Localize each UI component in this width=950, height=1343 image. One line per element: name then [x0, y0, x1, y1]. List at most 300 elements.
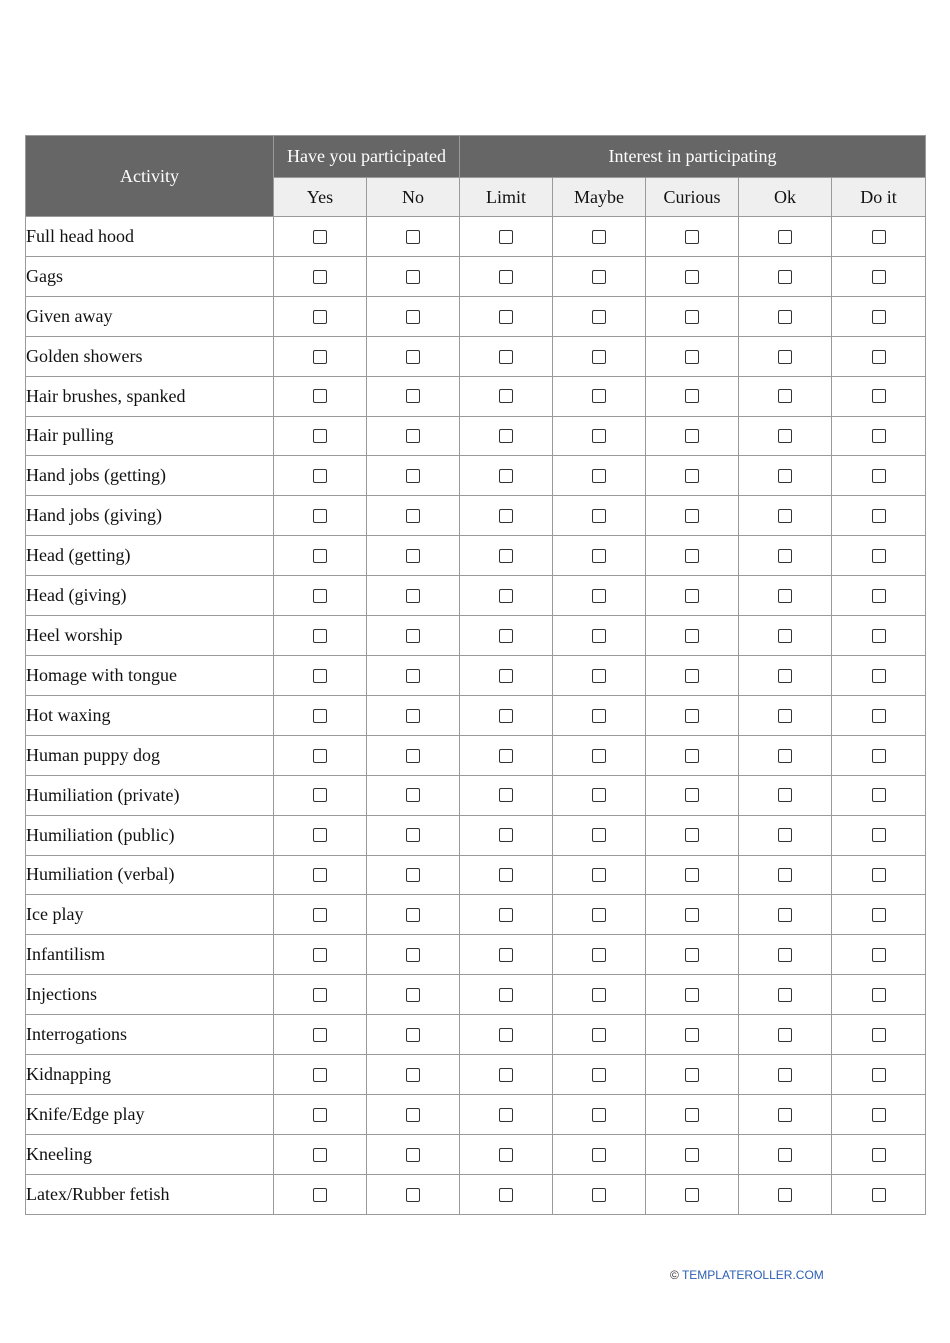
checkbox-maybe[interactable] — [592, 1108, 606, 1122]
activity-label: Ice play — [26, 895, 274, 935]
cell-limit — [460, 536, 553, 576]
cell-do-it — [832, 975, 926, 1015]
cell-limit — [460, 895, 553, 935]
checkbox-yes[interactable] — [313, 429, 327, 443]
cell-ok — [739, 1174, 832, 1214]
checkbox-ok[interactable] — [778, 868, 792, 882]
cell-ok — [739, 376, 832, 416]
checkbox-ok[interactable] — [778, 988, 792, 1002]
checkbox-no[interactable] — [406, 669, 420, 683]
checkbox-ok[interactable] — [778, 350, 792, 364]
table-row — [26, 496, 926, 536]
checkbox-do-it[interactable] — [872, 1108, 886, 1122]
column-header-do-it: Do it — [832, 178, 926, 217]
table-row — [26, 256, 926, 296]
checkbox-do-it[interactable] — [872, 948, 886, 962]
checkbox-do-it[interactable] — [872, 828, 886, 842]
checkbox-no[interactable] — [406, 509, 420, 523]
checkbox-maybe[interactable] — [592, 868, 606, 882]
cell-do-it — [832, 256, 926, 296]
cell-no — [367, 456, 460, 496]
checkbox-limit[interactable] — [499, 749, 513, 763]
checkbox-yes[interactable] — [313, 509, 327, 523]
checkbox-yes[interactable] — [313, 709, 327, 723]
checkbox-no[interactable] — [406, 788, 420, 802]
cell-ok — [739, 336, 832, 376]
checkbox-yes[interactable] — [313, 1028, 327, 1042]
checkbox-ok[interactable] — [778, 908, 792, 922]
checkbox-maybe[interactable] — [592, 988, 606, 1002]
checkbox-curious[interactable] — [685, 1148, 699, 1162]
checkbox-yes[interactable] — [313, 629, 327, 643]
checkbox-maybe[interactable] — [592, 509, 606, 523]
table-row — [26, 775, 926, 815]
checkbox-ok[interactable] — [778, 788, 792, 802]
checkbox-yes[interactable] — [313, 310, 327, 324]
checkbox-limit[interactable] — [499, 389, 513, 403]
checkbox-curious[interactable] — [685, 629, 699, 643]
checkbox-curious[interactable] — [685, 429, 699, 443]
checkbox-curious[interactable] — [685, 749, 699, 763]
checkbox-limit[interactable] — [499, 230, 513, 244]
checkbox-no[interactable] — [406, 389, 420, 403]
activity-label: Heel worship — [26, 616, 274, 656]
checkbox-maybe[interactable] — [592, 749, 606, 763]
cell-ok — [739, 616, 832, 656]
checkbox-limit[interactable] — [499, 469, 513, 483]
cell-do-it — [832, 775, 926, 815]
checkbox-ok[interactable] — [778, 230, 792, 244]
cell-limit — [460, 456, 553, 496]
activity-header: Activity — [26, 136, 274, 217]
cell-maybe — [553, 775, 646, 815]
checkbox-ok[interactable] — [778, 589, 792, 603]
checkbox-do-it[interactable] — [872, 230, 886, 244]
checkbox-curious[interactable] — [685, 948, 699, 962]
cell-do-it — [832, 576, 926, 616]
checkbox-no[interactable] — [406, 988, 420, 1002]
checkbox-do-it[interactable] — [872, 1188, 886, 1202]
checkbox-yes[interactable] — [313, 270, 327, 284]
table-row — [26, 1094, 926, 1134]
cell-limit — [460, 296, 553, 336]
checkbox-do-it[interactable] — [872, 749, 886, 763]
cell-ok — [739, 935, 832, 975]
checkbox-no[interactable] — [406, 549, 420, 563]
cell-limit — [460, 775, 553, 815]
activity-label: Kidnapping — [26, 1055, 274, 1095]
checkbox-ok[interactable] — [778, 270, 792, 284]
checkbox-limit[interactable] — [499, 1068, 513, 1082]
cell-maybe — [553, 256, 646, 296]
checkbox-do-it[interactable] — [872, 908, 886, 922]
checkbox-ok[interactable] — [778, 429, 792, 443]
checkbox-ok[interactable] — [778, 509, 792, 523]
checkbox-do-it[interactable] — [872, 549, 886, 563]
checkbox-curious[interactable] — [685, 669, 699, 683]
checkbox-maybe[interactable] — [592, 310, 606, 324]
checkbox-ok[interactable] — [778, 948, 792, 962]
cell-no — [367, 376, 460, 416]
checkbox-curious[interactable] — [685, 589, 699, 603]
checkbox-yes[interactable] — [313, 988, 327, 1002]
checkbox-yes[interactable] — [313, 868, 327, 882]
checkbox-no[interactable] — [406, 310, 420, 324]
checkbox-no[interactable] — [406, 709, 420, 723]
checkbox-do-it[interactable] — [872, 509, 886, 523]
cell-no — [367, 296, 460, 336]
checkbox-maybe[interactable] — [592, 908, 606, 922]
checkbox-curious[interactable] — [685, 1108, 699, 1122]
checkbox-curious[interactable] — [685, 788, 699, 802]
cell-limit — [460, 815, 553, 855]
cell-curious — [646, 536, 739, 576]
checkbox-do-it[interactable] — [872, 788, 886, 802]
checkbox-maybe[interactable] — [592, 629, 606, 643]
cell-curious — [646, 815, 739, 855]
cell-no — [367, 1174, 460, 1214]
table-row — [26, 536, 926, 576]
cell-no — [367, 256, 460, 296]
checkbox-do-it[interactable] — [872, 868, 886, 882]
checkbox-yes[interactable] — [313, 1188, 327, 1202]
cell-no — [367, 655, 460, 695]
checkbox-maybe[interactable] — [592, 230, 606, 244]
footer — [670, 1268, 824, 1282]
checkbox-no[interactable] — [406, 230, 420, 244]
cell-yes — [274, 217, 367, 257]
checkbox-limit[interactable] — [499, 948, 513, 962]
cell-ok — [739, 1055, 832, 1095]
cell-limit — [460, 695, 553, 735]
cell-do-it — [832, 496, 926, 536]
checkbox-yes[interactable] — [313, 788, 327, 802]
checkbox-maybe[interactable] — [592, 948, 606, 962]
checkbox-limit[interactable] — [499, 549, 513, 563]
checkbox-ok[interactable] — [778, 669, 792, 683]
cell-ok — [739, 815, 832, 855]
cell-yes — [274, 336, 367, 376]
checkbox-no[interactable] — [406, 1028, 420, 1042]
column-header-no: No — [367, 178, 460, 217]
table-row — [26, 895, 926, 935]
table-row — [26, 336, 926, 376]
interest-group-header: Interest in participating — [460, 136, 926, 178]
checkbox-no[interactable] — [406, 429, 420, 443]
checkbox-curious[interactable] — [685, 1028, 699, 1042]
checkbox-no[interactable] — [406, 908, 420, 922]
checkbox-do-it[interactable] — [872, 988, 886, 1002]
cell-ok — [739, 735, 832, 775]
checkbox-maybe[interactable] — [592, 350, 606, 364]
checkbox-limit[interactable] — [499, 988, 513, 1002]
activity-label: Homage with tongue — [26, 655, 274, 695]
cell-curious — [646, 217, 739, 257]
checkbox-curious[interactable] — [685, 828, 699, 842]
cell-limit — [460, 1015, 553, 1055]
checkbox-no[interactable] — [406, 1148, 420, 1162]
cell-do-it — [832, 935, 926, 975]
checkbox-no[interactable] — [406, 350, 420, 364]
checkbox-yes[interactable] — [313, 1148, 327, 1162]
checkbox-do-it[interactable] — [872, 1068, 886, 1082]
cell-maybe — [553, 296, 646, 336]
checkbox-do-it[interactable] — [872, 310, 886, 324]
activity-label: Knife/Edge play — [26, 1094, 274, 1134]
checkbox-limit[interactable] — [499, 589, 513, 603]
checkbox-do-it[interactable] — [872, 629, 886, 643]
cell-no — [367, 1015, 460, 1055]
checkbox-no[interactable] — [406, 1068, 420, 1082]
checkbox-ok[interactable] — [778, 1148, 792, 1162]
checkbox-maybe[interactable] — [592, 389, 606, 403]
checkbox-ok[interactable] — [778, 1188, 792, 1202]
cell-maybe — [553, 735, 646, 775]
cell-do-it — [832, 536, 926, 576]
checkbox-limit[interactable] — [499, 629, 513, 643]
checkbox-yes[interactable] — [313, 1108, 327, 1122]
checkbox-maybe[interactable] — [592, 549, 606, 563]
checkbox-limit[interactable] — [499, 509, 513, 523]
checkbox-maybe[interactable] — [592, 669, 606, 683]
cell-curious — [646, 855, 739, 895]
cell-do-it — [832, 855, 926, 895]
checkbox-no[interactable] — [406, 469, 420, 483]
cell-limit — [460, 975, 553, 1015]
cell-ok — [739, 456, 832, 496]
checkbox-yes[interactable] — [313, 1068, 327, 1082]
checkbox-maybe[interactable] — [592, 1188, 606, 1202]
checkbox-ok[interactable] — [778, 1108, 792, 1122]
cell-ok — [739, 496, 832, 536]
checkbox-curious[interactable] — [685, 908, 699, 922]
checkbox-no[interactable] — [406, 828, 420, 842]
checkbox-ok[interactable] — [778, 1068, 792, 1082]
checkbox-no[interactable] — [406, 629, 420, 643]
checkbox-do-it[interactable] — [872, 389, 886, 403]
activity-label: Head (getting) — [26, 536, 274, 576]
checkbox-curious[interactable] — [685, 988, 699, 1002]
column-header-yes: Yes — [274, 178, 367, 217]
checkbox-limit[interactable] — [499, 828, 513, 842]
checkbox-curious[interactable] — [685, 868, 699, 882]
checkbox-limit[interactable] — [499, 908, 513, 922]
checkbox-maybe[interactable] — [592, 828, 606, 842]
cell-do-it — [832, 1174, 926, 1214]
checkbox-limit[interactable] — [499, 1108, 513, 1122]
cell-do-it — [832, 456, 926, 496]
checkbox-curious[interactable] — [685, 230, 699, 244]
checkbox-ok[interactable] — [778, 709, 792, 723]
cell-limit — [460, 735, 553, 775]
cell-limit — [460, 1055, 553, 1095]
checkbox-yes[interactable] — [313, 948, 327, 962]
checkbox-yes[interactable] — [313, 469, 327, 483]
checkbox-yes[interactable] — [313, 828, 327, 842]
cell-do-it — [832, 695, 926, 735]
checkbox-no[interactable] — [406, 868, 420, 882]
cell-no — [367, 496, 460, 536]
checkbox-curious[interactable] — [685, 549, 699, 563]
cell-do-it — [832, 616, 926, 656]
cell-do-it — [832, 296, 926, 336]
checkbox-ok[interactable] — [778, 749, 792, 763]
cell-curious — [646, 456, 739, 496]
checkbox-yes[interactable] — [313, 350, 327, 364]
cell-limit — [460, 655, 553, 695]
checkbox-limit[interactable] — [499, 1148, 513, 1162]
checkbox-limit[interactable] — [499, 788, 513, 802]
column-header-maybe: Maybe — [553, 178, 646, 217]
checkbox-yes[interactable] — [313, 549, 327, 563]
cell-curious — [646, 336, 739, 376]
cell-maybe — [553, 695, 646, 735]
checkbox-ok[interactable] — [778, 1028, 792, 1042]
checkbox-maybe[interactable] — [592, 589, 606, 603]
checkbox-do-it[interactable] — [872, 270, 886, 284]
cell-yes — [274, 496, 367, 536]
checkbox-limit[interactable] — [499, 429, 513, 443]
checkbox-ok[interactable] — [778, 389, 792, 403]
cell-yes — [274, 1015, 367, 1055]
table-row — [26, 616, 926, 656]
checkbox-maybe[interactable] — [592, 1148, 606, 1162]
checkbox-limit[interactable] — [499, 270, 513, 284]
cell-curious — [646, 416, 739, 456]
activity-label: Hand jobs (giving) — [26, 496, 274, 536]
cell-ok — [739, 775, 832, 815]
cell-yes — [274, 855, 367, 895]
cell-yes — [274, 256, 367, 296]
checkbox-no[interactable] — [406, 589, 420, 603]
cell-curious — [646, 1055, 739, 1095]
checkbox-limit[interactable] — [499, 709, 513, 723]
checkbox-curious[interactable] — [685, 310, 699, 324]
checkbox-yes[interactable] — [313, 908, 327, 922]
checkbox-do-it[interactable] — [872, 429, 886, 443]
checkbox-maybe[interactable] — [592, 788, 606, 802]
checkbox-maybe[interactable] — [592, 429, 606, 443]
checkbox-curious[interactable] — [685, 469, 699, 483]
activity-label: Gags — [26, 256, 274, 296]
checkbox-yes[interactable] — [313, 669, 327, 683]
activity-label: Injections — [26, 975, 274, 1015]
column-header-limit: Limit — [460, 178, 553, 217]
checkbox-ok[interactable] — [778, 549, 792, 563]
table-row — [26, 456, 926, 496]
checkbox-do-it[interactable] — [872, 469, 886, 483]
checkbox-limit[interactable] — [499, 350, 513, 364]
checkbox-no[interactable] — [406, 749, 420, 763]
checkbox-yes[interactable] — [313, 230, 327, 244]
activity-label: Hand jobs (getting) — [26, 456, 274, 496]
templateroller-link[interactable]: TEMPLATEROLLER.COM — [681, 1268, 824, 1282]
cell-do-it — [832, 1055, 926, 1095]
cell-curious — [646, 296, 739, 336]
checkbox-maybe[interactable] — [592, 1068, 606, 1082]
checkbox-maybe[interactable] — [592, 270, 606, 284]
checkbox-curious[interactable] — [685, 270, 699, 284]
checkbox-maybe[interactable] — [592, 469, 606, 483]
checkbox-do-it[interactable] — [872, 589, 886, 603]
checkbox-yes[interactable] — [313, 749, 327, 763]
checkbox-limit[interactable] — [499, 1028, 513, 1042]
checkbox-limit[interactable] — [499, 868, 513, 882]
checkbox-ok[interactable] — [778, 828, 792, 842]
cell-limit — [460, 496, 553, 536]
checkbox-limit[interactable] — [499, 1188, 513, 1202]
checkbox-no[interactable] — [406, 948, 420, 962]
checkbox-curious[interactable] — [685, 389, 699, 403]
checkbox-no[interactable] — [406, 1108, 420, 1122]
cell-yes — [274, 416, 367, 456]
checkbox-curious[interactable] — [685, 1188, 699, 1202]
checkbox-maybe[interactable] — [592, 709, 606, 723]
cell-yes — [274, 536, 367, 576]
activity-label: Humiliation (private) — [26, 775, 274, 815]
column-header-ok: Ok — [739, 178, 832, 217]
checkbox-ok[interactable] — [778, 469, 792, 483]
table-row — [26, 735, 926, 775]
cell-maybe — [553, 536, 646, 576]
checkbox-do-it[interactable] — [872, 1148, 886, 1162]
cell-maybe — [553, 217, 646, 257]
checkbox-limit[interactable] — [499, 669, 513, 683]
cell-do-it — [832, 655, 926, 695]
cell-maybe — [553, 1055, 646, 1095]
cell-yes — [274, 775, 367, 815]
checkbox-do-it[interactable] — [872, 709, 886, 723]
column-header-curious: Curious — [646, 178, 739, 217]
checkbox-curious[interactable] — [685, 509, 699, 523]
cell-no — [367, 935, 460, 975]
cell-yes — [274, 735, 367, 775]
cell-ok — [739, 1134, 832, 1174]
activity-label: Hair pulling — [26, 416, 274, 456]
activity-label: Golden showers — [26, 336, 274, 376]
cell-no — [367, 536, 460, 576]
checkbox-curious[interactable] — [685, 1068, 699, 1082]
checkbox-do-it[interactable] — [872, 1028, 886, 1042]
checkbox-no[interactable] — [406, 270, 420, 284]
cell-do-it — [832, 336, 926, 376]
checkbox-curious[interactable] — [685, 350, 699, 364]
cell-limit — [460, 935, 553, 975]
cell-no — [367, 975, 460, 1015]
checkbox-curious[interactable] — [685, 709, 699, 723]
activity-label: Hot waxing — [26, 695, 274, 735]
checkbox-ok[interactable] — [778, 629, 792, 643]
cell-maybe — [553, 855, 646, 895]
checkbox-yes[interactable] — [313, 389, 327, 403]
checkbox-maybe[interactable] — [592, 1028, 606, 1042]
cell-curious — [646, 975, 739, 1015]
checkbox-do-it[interactable] — [872, 350, 886, 364]
checkbox-no[interactable] — [406, 1188, 420, 1202]
cell-do-it — [832, 1134, 926, 1174]
participated-group-header: Have you participated — [274, 136, 460, 178]
checkbox-limit[interactable] — [499, 310, 513, 324]
cell-curious — [646, 376, 739, 416]
checkbox-yes[interactable] — [313, 589, 327, 603]
checkbox-do-it[interactable] — [872, 669, 886, 683]
cell-yes — [274, 1094, 367, 1134]
checkbox-ok[interactable] — [778, 310, 792, 324]
cell-do-it — [832, 416, 926, 456]
activity-label: Given away — [26, 296, 274, 336]
activity-label: Hair brushes, spanked — [26, 376, 274, 416]
cell-ok — [739, 217, 832, 257]
